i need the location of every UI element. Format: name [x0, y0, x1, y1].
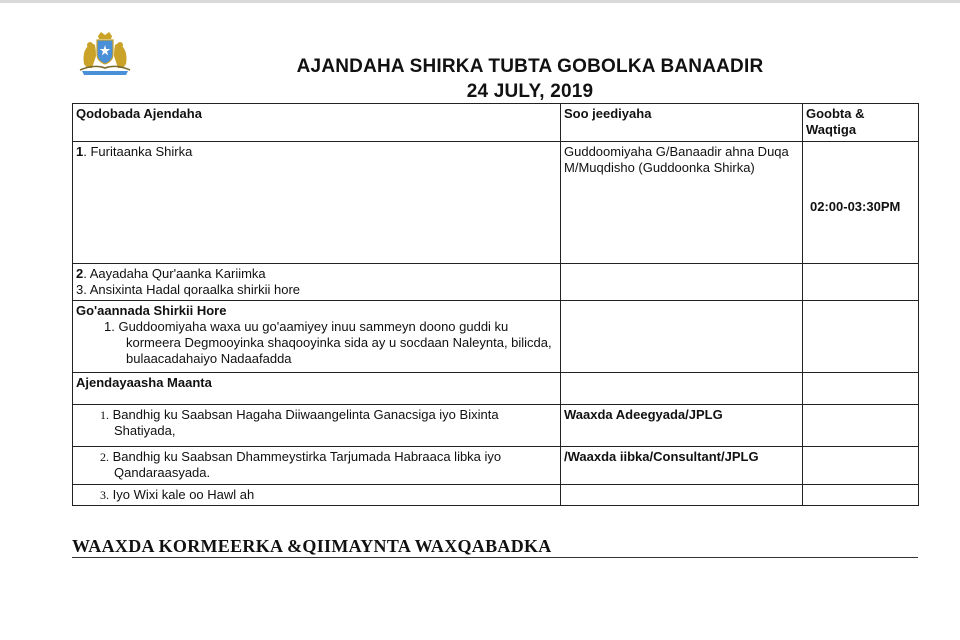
- table-row: [73, 485, 919, 506]
- column-header-place-time: Goobta & Waqtiga: [803, 104, 919, 142]
- coat-of-arms-icon: [74, 30, 136, 76]
- footer-underline: [72, 557, 918, 558]
- item-line: [76, 266, 557, 282]
- presenter-cell: [561, 373, 803, 405]
- place-time-cell: [803, 447, 919, 485]
- agenda-table: [72, 103, 919, 506]
- item-number: 1.: [100, 408, 109, 422]
- table-header-row: [73, 104, 919, 142]
- place-time-cell: [803, 264, 919, 301]
- presenter-cell: [561, 264, 803, 301]
- table-row: [73, 301, 919, 373]
- item-number: 2: [76, 266, 84, 281]
- column-header-items: Qodobada Ajendaha: [73, 104, 561, 142]
- presenter-cell: Waaxda Adeegyada/JPLG: [561, 405, 803, 447]
- item-text: Bandhig ku Saabsan Dhammeystirka Tarjumada Habraaca libka iyo Qandaraasyada.: [112, 449, 502, 480]
- agenda-item-cell: [73, 301, 561, 373]
- table-row: [73, 447, 919, 485]
- department-footer: WAAXDA KORMEERKA &QIIMAYNTA WAXQABADKA: [72, 536, 552, 556]
- agenda-item-cell: [73, 405, 561, 447]
- presenter-cell: Guddoomiyaha G/Banaadir ahna Duqa M/Muqdisho (Guddoonka Shirka): [561, 142, 803, 264]
- table-row: [73, 405, 919, 447]
- item-number: 2.: [100, 450, 109, 464]
- place-time-cell: [803, 405, 919, 447]
- agenda-date: 24 JULY, 2019: [466, 81, 594, 102]
- agenda-item-cell: [73, 264, 561, 301]
- agenda-item-cell: [73, 447, 561, 485]
- item-line: 3. Ansixinta Hadal qoraalka shirkii hore: [76, 282, 301, 297]
- table-row: [73, 142, 919, 264]
- presenter-cell: [561, 485, 803, 506]
- column-header-presenter: Soo jeediyaha: [561, 104, 803, 142]
- item-text: . Aayadaha Qur'aanka Kariimka: [83, 266, 266, 281]
- section-heading: Ajendayaasha Maanta: [73, 373, 561, 405]
- agenda-item-cell: [73, 485, 561, 506]
- item-text: . Furitaanka Shirka: [83, 144, 193, 159]
- top-border: [0, 0, 960, 3]
- decision-text: 1. Guddoomiyaha waxa uu go'aamiyey inuu sammeyn doono guddi ku kormeera Degmooyinka shaqooyinka sida ay u socdaan Naleynta, bilicda, bulaacadahaiyo Nadaafadda: [104, 319, 552, 366]
- place-time-cell: [803, 301, 919, 373]
- place-time-cell: [803, 373, 919, 405]
- section-heading: Go'aannada Shirkii Hore: [76, 303, 227, 318]
- item-number: 3.: [100, 488, 109, 502]
- item-text: Bandhig ku Saabsan Hagaha Diiwaangelinta Ganacsiga iyo Bixinta Shatiyada,: [112, 407, 499, 438]
- agenda-item-cell: [73, 142, 561, 264]
- agenda-title: AJANDAHA SHIRKA TUBTA GOBOLKA BANAADIR: [296, 56, 764, 77]
- place-time-cell: [803, 142, 919, 264]
- meeting-time: 02:00-03:30PM: [810, 199, 901, 214]
- presenter-cell: [561, 301, 803, 373]
- item-text: Iyo Wixi kale oo Hawl ah: [112, 487, 255, 502]
- table-row: [73, 264, 919, 301]
- place-time-cell: [803, 485, 919, 506]
- table-row: [73, 373, 919, 405]
- presenter-cell: /Waaxda iibka/Consultant/JPLG: [561, 447, 803, 485]
- item-number: 1: [76, 144, 84, 159]
